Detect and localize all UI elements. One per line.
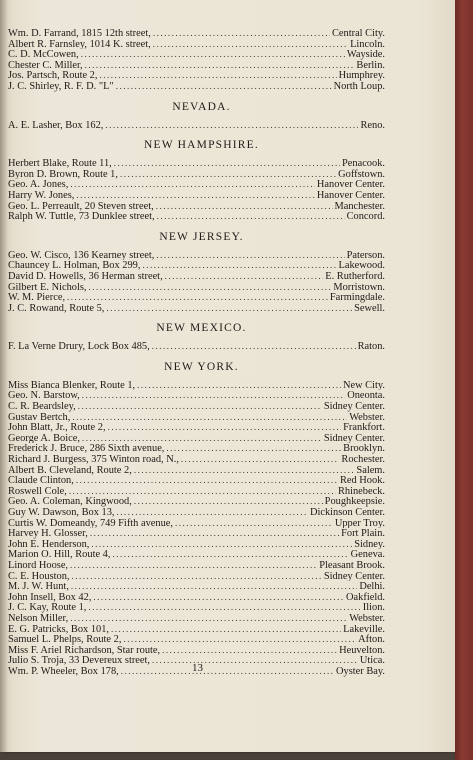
member-town: Lakewood. [338, 260, 385, 271]
dot-leader [72, 412, 347, 423]
directory-entry [8, 292, 385, 303]
dot-leader [69, 486, 336, 497]
member-name-address: C. R. Beardsley, [8, 401, 76, 412]
member-name-address: Albert B. Cleveland, Route 2, [8, 464, 132, 476]
directory-entry [8, 39, 385, 50]
directory-entry [8, 179, 385, 190]
directory-entry [8, 539, 385, 550]
directory-entry [8, 380, 385, 391]
member-name-address: Geo. N. Barstow, [8, 390, 80, 402]
directory-entry [8, 592, 385, 603]
directory-entry [8, 401, 385, 412]
dot-leader [137, 380, 341, 391]
member-town: Lincoln. [350, 38, 385, 50]
member-name-address: Geo. A. Coleman, Kingwood, [8, 496, 132, 507]
member-town: Sidney Center. [323, 570, 385, 582]
member-name-address: Miss F. Ariel Richardson, Star route, [8, 644, 161, 656]
directory-entry [8, 549, 385, 560]
member-town: E. Rutherford. [325, 270, 385, 282]
member-name-address: Wm. D. Farrand, 1815 12th street, [8, 28, 151, 39]
dot-leader [89, 282, 332, 293]
directory-entry [8, 211, 385, 222]
member-name-address: Byron D. Brown, Route 1, [8, 168, 118, 180]
member-town: Rhinebeck. [337, 485, 385, 497]
page-number: 13 [192, 662, 203, 674]
dot-leader [105, 120, 358, 131]
member-name-address: Nelson Miller, [8, 612, 69, 624]
member-town: Berlin. [356, 59, 385, 71]
member-town: Humphrey. [338, 70, 385, 81]
member-town: Frankfort. [343, 422, 385, 433]
member-name-address: Roswell Cole, [8, 485, 67, 497]
member-name-address: Chauncey L. Holman, Box 299, [8, 260, 141, 271]
member-town: Goffstown. [338, 168, 385, 180]
member-town: Sidney Center. [323, 401, 385, 412]
dot-leader [162, 645, 337, 656]
member-name-address: Geo. L. Perreault, 20 Steven street, [8, 200, 154, 212]
member-town: Delhi. [359, 581, 385, 592]
directory-entry [8, 496, 385, 507]
member-town: Pleasant Brook. [319, 559, 385, 571]
member-town: Sidney Center. [323, 432, 385, 444]
section-gap [8, 352, 385, 360]
dot-leader [78, 401, 322, 412]
member-town: North Loup. [333, 80, 385, 92]
member-name-address: Geo. A. Jones, [8, 179, 69, 190]
member-town: Utica. [359, 655, 385, 666]
directory-entry [8, 412, 385, 423]
dot-leader [106, 303, 352, 314]
dot-leader [82, 433, 322, 444]
member-town: Sidney. [354, 538, 385, 550]
directory-entry [8, 60, 385, 71]
member-name-address: Harry W. Jones, [8, 189, 75, 201]
dot-leader [93, 592, 344, 603]
directory-entry [8, 507, 385, 518]
directory-entry [8, 271, 385, 282]
member-name-address: J. C. Shirley, R. F. D. "L" [8, 80, 114, 92]
dot-leader [153, 39, 348, 50]
member-town: Upper Troy. [334, 517, 385, 529]
dot-leader [85, 60, 355, 71]
dot-leader [123, 634, 356, 645]
state-heading: NEW HAMPSHIRE. [144, 139, 259, 152]
member-town: Oneonta. [347, 390, 385, 402]
dot-leader [157, 211, 345, 222]
member-name-address: Gilbert E. Nichols, [8, 281, 87, 293]
dot-leader [134, 465, 355, 476]
book-cover-edge [455, 0, 473, 760]
dot-leader [181, 454, 340, 465]
dot-leader [175, 518, 333, 529]
dot-leader [153, 28, 330, 39]
directory-entry [8, 465, 385, 476]
member-town: Ilion. [362, 602, 385, 613]
directory-entry [8, 169, 385, 180]
member-name-address: Harvey H. Glosser, [8, 528, 88, 539]
state-heading: NEW MEXICO. [156, 322, 247, 335]
member-town: Raton. [357, 341, 385, 352]
member-name-address: Geo. W. Cisco, 136 Kearney street, [8, 249, 155, 261]
directory-entry [8, 341, 385, 352]
directory-entry [8, 49, 385, 60]
member-town: Oyster Bay. [336, 665, 385, 677]
member-town: Farmingdale. [329, 292, 385, 303]
directory-entry [8, 260, 385, 271]
member-name-address: David D. Howells, 36 Herman street, [8, 270, 163, 282]
member-name-address: F. La Verne Drury, Lock Box 485, [8, 341, 150, 352]
directory-entry [8, 303, 385, 314]
member-town: Brooklyn. [343, 443, 385, 455]
directory-entry [8, 624, 385, 635]
member-town: Oakfield. [346, 591, 385, 603]
state-heading: NEW YORK. [164, 360, 239, 373]
directory-entry [8, 454, 385, 465]
dot-leader [152, 341, 356, 352]
member-name-address: Chester C. Miller, [8, 59, 83, 71]
member-town: Lakeville. [343, 623, 385, 635]
member-name-address: Ralph W. Tuttle, 73 Dunklee street, [8, 211, 155, 222]
member-town: Rochester. [341, 454, 385, 465]
dot-leader [108, 422, 342, 433]
directory-entry [8, 602, 385, 613]
member-name-address: Guy W. Dawson, Box 13, [8, 507, 115, 518]
state-heading: NEW JERSEY. [159, 230, 244, 243]
dot-leader [81, 49, 345, 60]
directory-entry [8, 282, 385, 293]
member-directory [8, 28, 385, 677]
directory-entry [8, 81, 385, 92]
dot-leader [134, 496, 323, 507]
member-town: Central City. [331, 28, 385, 39]
member-town: Heuvelton. [339, 644, 385, 656]
member-name-address: Linord Hoose, [8, 559, 69, 571]
dot-leader [70, 613, 347, 624]
section-gap [8, 92, 385, 100]
dot-leader [165, 271, 324, 282]
dot-leader [156, 201, 333, 212]
member-name-address: W. M. Pierce, [8, 292, 66, 303]
directory-entry [8, 70, 385, 81]
member-town: Poughkeepsie. [324, 496, 385, 507]
member-town: Concord. [346, 211, 385, 222]
directory-entry [8, 120, 385, 131]
directory-entry [8, 390, 385, 401]
dot-leader [117, 507, 308, 518]
dot-leader [71, 571, 321, 582]
directory-entry [8, 443, 385, 454]
dot-leader [88, 602, 360, 613]
dot-leader [142, 260, 336, 271]
dot-leader [82, 390, 345, 401]
member-name-address: George A. Boice, [8, 432, 80, 444]
dot-leader [166, 443, 341, 454]
directory-entry [8, 158, 385, 169]
directory-entry [8, 571, 385, 582]
dot-leader [156, 250, 344, 261]
directory-entry [8, 250, 385, 261]
dot-leader [91, 539, 352, 550]
member-town: Dickinson Center. [309, 507, 385, 518]
member-name-address: Richard J. Burgess, 375 Winton road, N., [8, 454, 179, 465]
member-name-address: Frederick J. Bruce, 286 Sixth avenue, [8, 443, 165, 455]
directory-entry [8, 475, 385, 486]
member-name-address: Herbert Blake, Route 11, [8, 158, 112, 169]
member-name-address: J. C. Rowand, Route 5, [8, 302, 105, 314]
member-name-address: E. G. Patricks, Box 101, [8, 623, 110, 635]
member-town: Hanover Center. [316, 179, 385, 190]
member-name-address: Gustav Bertch, [8, 411, 71, 423]
directory-entry [8, 486, 385, 497]
member-name-address: C. E. Houston, [8, 570, 70, 582]
section-gap [8, 130, 385, 138]
spine-shadow [0, 0, 8, 752]
member-name-address: Wm. P. Wheeler, Box 178, [8, 665, 119, 677]
dot-leader [70, 560, 317, 571]
member-name-address: Claude Clinton, [8, 475, 74, 486]
member-town: Salem. [356, 464, 385, 476]
member-name-address: M. J. W. Hunt, [8, 581, 69, 592]
member-town: Morristown. [333, 281, 385, 293]
member-town: Manchester. [334, 200, 385, 212]
member-name-address: Miss Bianca Blenker, Route 1, [8, 379, 136, 391]
member-town: Geneva. [350, 549, 385, 560]
directory-entry [8, 190, 385, 201]
member-town: Penacook. [342, 158, 385, 169]
member-name-address: Marion O. Hill, Route 4, [8, 549, 111, 560]
directory-entry [8, 613, 385, 624]
directory-entry [8, 581, 385, 592]
dot-leader [120, 169, 336, 180]
member-town: New City. [342, 379, 385, 391]
dot-leader [67, 292, 328, 303]
member-name-address: John Blatt, Jr., Route 2, [8, 422, 106, 433]
member-name-address: J. C. Kay, Route 1, [8, 602, 87, 613]
member-name-address: Jos. Partsch, Route 2, [8, 70, 98, 81]
directory-entry [8, 422, 385, 433]
member-town: Reno. [360, 119, 385, 131]
dot-leader [111, 624, 341, 635]
member-town: Webster. [349, 612, 385, 624]
dot-leader [114, 158, 340, 169]
dot-leader [76, 475, 338, 486]
member-town: Fort Plain. [341, 528, 385, 539]
dot-leader [116, 81, 332, 92]
member-town: Sewell. [354, 302, 385, 314]
dot-leader [76, 190, 315, 201]
member-town: Hanover Center. [316, 189, 385, 201]
directory-entry [8, 201, 385, 212]
member-name-address: Julio S. Troja, 33 Devereux street, [8, 655, 150, 666]
member-name-address: A. E. Lasher, Box 162, [8, 119, 104, 131]
directory-entry [8, 28, 385, 39]
dot-leader [70, 179, 315, 190]
member-town: Wayside. [346, 49, 385, 60]
directory-entry [8, 560, 385, 571]
member-town: Webster. [349, 411, 385, 423]
section-gap [8, 222, 385, 230]
member-name-address: C. D. McCowen, [8, 49, 79, 60]
directory-entry [8, 518, 385, 529]
directory-entry [8, 528, 385, 539]
member-name-address: Curtis W. Domeandy, 749 Fifth avenue, [8, 517, 173, 529]
member-name-address: Samuel L. Phelps, Route 2, [8, 634, 122, 645]
member-town: Afton. [358, 634, 385, 645]
member-name-address: John Insell, Box 42, [8, 591, 92, 603]
state-heading: NEVADA. [172, 100, 231, 113]
member-name-address: John E. Henderson, [8, 538, 90, 550]
member-town: Red Hook. [339, 475, 385, 486]
section-gap [8, 313, 385, 321]
dot-leader [71, 581, 357, 592]
dot-leader [90, 528, 339, 539]
directory-entry [8, 645, 385, 656]
member-name-address: Albert R. Farnsley, 1014 K. street, [8, 38, 151, 50]
dot-leader [99, 70, 336, 81]
member-town: Paterson. [346, 249, 385, 261]
dot-leader [112, 549, 348, 560]
directory-entry [8, 433, 385, 444]
directory-entry [8, 634, 385, 645]
